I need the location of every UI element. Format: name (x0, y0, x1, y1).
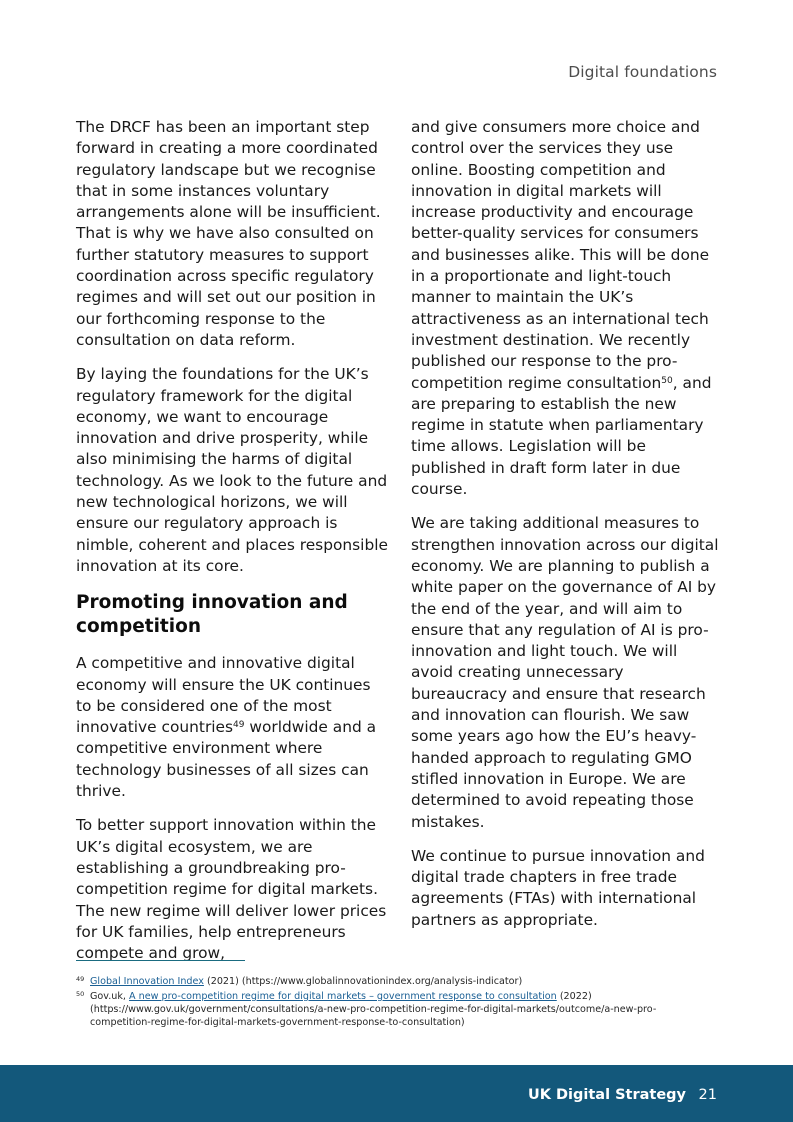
left-column (76, 117, 388, 977)
right-column (411, 117, 723, 944)
footnote-link[interactable]: Global Innovation Index (90, 976, 204, 987)
footnote-number: 50 (76, 990, 85, 998)
paragraph: To better support innovation within the UK’s digital ecosystem, we are establishing a groundbreaking pro-competition regime for digital markets. The new regime will deliver lower prices for UK families, help entrepreneurs compete and grow, (76, 816, 387, 963)
footnote-text: (2021) (https://www.globalinnovationindex.org/analysis-indicator) (203, 976, 523, 987)
paragraph: We are taking additional measures to strengthen innovation across our digital economy. We are planning to publish a white paper on the governance of AI by the end of the year, and will aim to ensure that any regulation of AI is pro-innovation and light touch. We will avoid creating unnecessary bureaucracy and ensure that research and innovation can flourish. We saw some years ago how the EU’s heavy-handed approach to regulating GMO stifled innovation in Europe. We are determined to avoid repeating those mistakes. (411, 514, 719, 831)
footnotes (76, 975, 716, 1031)
footnote (76, 990, 716, 1029)
paragraph-text: worldwide and a competitive environment where technology businesses of all sizes can thrive. (76, 718, 377, 801)
footnote-ref[interactable]: 50 (661, 375, 673, 386)
paragraph: The DRCF has been an important step forward in creating a more coordinated regulatory landscape but we recognise that in some instances voluntary arrangements alone will be insufficient. That is why we have also consulted on further statutory measures to support coordination across specific regulatory regimes and will set out our position in our forthcoming response to the consultation on data reform. (76, 118, 381, 349)
page-footer (0, 1065, 793, 1122)
footnote-number: 49 (76, 975, 85, 983)
paragraph: We continue to pursue innovation and digital trade chapters in free trade agreements (FTAs) with international partners as appropriate. (411, 846, 705, 929)
paragraph-text: , and are preparing to establish the new regime in statute when parliamentary time allows. Legislation will be published in draft form later in due course. (411, 373, 712, 499)
footnote (76, 975, 716, 988)
page-number: 21 (698, 1087, 717, 1103)
document-title: UK Digital Strategy (527, 1087, 686, 1103)
paragraph (76, 653, 388, 802)
footnote-divider (76, 960, 245, 961)
section-header: Digital foundations (568, 63, 717, 81)
paragraph: By laying the foundations for the UK’s regulatory framework for the digital economy, we want to encourage innovation and drive prosperity, while also minimising the harms of digital technology. As we look to the future and new technological horizons, we will ensure our regulatory approach is nimble, coherent and places responsible innovation at its core. (76, 365, 388, 575)
paragraph-text: A competitive and innovative digital economy will ensure the UK continues to be considered one of the most innovative countries (76, 654, 371, 737)
footnote-link[interactable]: A new pro-competition regime for digital markets – government response to consultation (129, 991, 557, 1002)
section-heading: Promoting innovation and competition (76, 592, 348, 638)
footnote-ref[interactable]: 49 (233, 720, 245, 731)
footnote-prefix: Gov.uk, (90, 991, 130, 1002)
footnote-text: (2022) (https://www.gov.uk/government/consultations/a-new-pro-competition-regime-for-digital-markets/outcome/a-new-pro-competition-regime-for-digital-markets-government-response-to-consultation) (90, 991, 657, 1028)
paragraph (411, 117, 723, 500)
paragraph-text: and give consumers more choice and control over the services they use online. Boosting competition and innovation in digital markets will increase productivity and encourage better-quality services for consumers and businesses alike. This will be done in a proportionate and light-touch manner to maintain the UK’s attractiveness as an international tech investment destination. We recently published our response to the pro-competition regime consultation (411, 118, 710, 392)
